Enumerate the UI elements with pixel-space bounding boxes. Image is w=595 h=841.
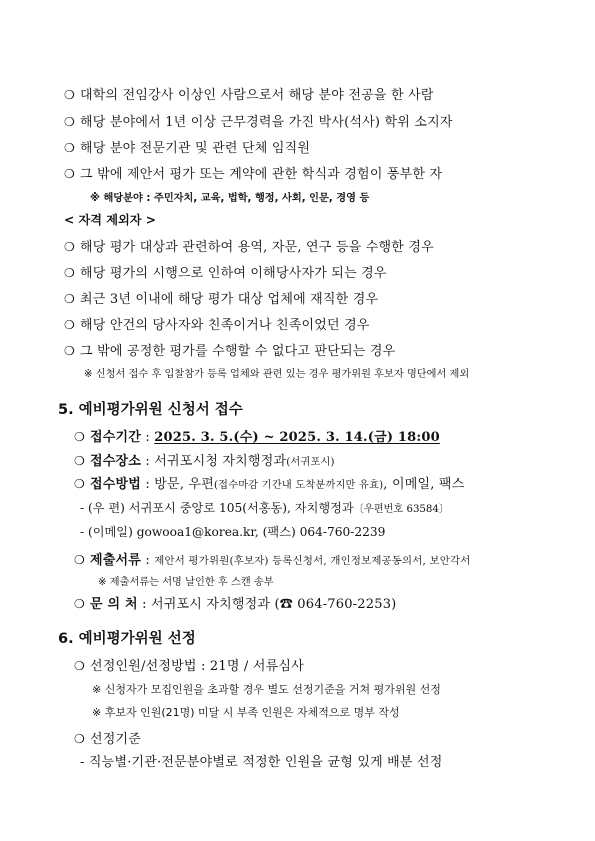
field-note: ※ 해당분야 : 주민자치, 교육, 법학, 행정, 사회, 인문, 경영 등 [90,193,370,204]
qualification-text: 대학의 전임강사 이상인 사람으로서 해당 분야 전공을 한 사람 [80,88,434,103]
period-label: 접수기간 [90,430,142,445]
exclusion-text: 해당 평가 대상과 관련하여 용역, 자문, 연구 등을 수행한 경우 [80,240,434,255]
circle-bullet-icon: ❍ [74,597,85,611]
docs-row: ❍ 제출서류 : 제안서 평가위원(후보자) 등록신청서, 개인정보제공동의서, 보안각서 [74,553,471,568]
circle-bullet-icon: ❍ [64,141,75,155]
exclusion-heading: < 자격 제외자 > [64,213,157,227]
place-value: 서귀포시청 자치행정과 [154,454,287,469]
circle-bullet-icon: ❍ [74,732,85,746]
docs-note: ※ 제출서류는 서명 날인한 후 스캔 송부 [98,577,274,588]
qualification-item [64,84,434,103]
place-note: (서귀포시) [286,457,335,468]
method-value-a: 방문, 우편 [154,477,214,492]
selection-note-2: ※ 후보자 인원(21명) 미달 시 부족 인원은 자체적으로 명부 작성 [92,706,400,719]
circle-bullet-icon: ❍ [64,292,75,306]
circle-bullet-icon: ❍ [64,167,75,181]
exclusion-text: 최근 3년 이내에 해당 평가 대상 업체에 재직한 경우 [80,292,379,307]
post-code: 〔우편번호 63584〕 [353,504,450,515]
criteria-line: - 직능별·기관·전문분야별로 적정한 인원을 균형 있게 배분 선정 [80,755,443,770]
post-address: - (우 편) 서귀포시 중앙로 105(서홍동), 자치행정과 [80,501,354,515]
exclusion-item [64,288,378,307]
circle-bullet-icon: ❍ [64,115,75,129]
qualification-item [64,137,310,156]
circle-bullet-icon: ❍ [64,344,75,358]
method-label: 접수방법 [90,477,142,492]
exclusion-item [64,314,370,333]
qualification-text: 그 밖에 제안서 평가 또는 계약에 관한 학식과 경험이 풍부한 자 [80,167,443,182]
method-value-note: (접수마감 기간내 도착분까지만 유효) [214,480,384,491]
qualification-item [64,111,453,130]
docs-label: 제출서류 [90,553,142,568]
circle-bullet-icon: ❍ [74,430,85,444]
post-line [80,499,449,516]
circle-bullet-icon: ❍ [64,318,75,332]
selection-text: 선정인원/선정방법 : 21명 / 서류심사 [90,659,304,674]
exclusion-item [64,262,387,281]
method-row: ❍ 접수방법 : 방문, 우편(접수마감 기간내 도착분까지만 유효), 이메일, 팩스 [74,477,465,492]
contact-value: 서귀포시 자치행정과 (☎ 064-760-2253) [150,597,397,612]
exclusion-text: 해당 안건의 당사자와 친족이거나 친족이었던 경우 [80,318,370,333]
method-value-b: , 이메일, 팩스 [383,477,465,492]
circle-bullet-icon: ❍ [74,553,85,567]
criteria-label: 선정기준 [90,732,142,747]
qualification-text: 해당 분야 전문기관 및 관련 단체 임직원 [80,141,311,156]
circle-bullet-icon: ❍ [64,240,75,254]
exclusion-item [64,236,434,255]
email-line: - (이메일) gowooa1@korea.kr, (팩스) 064-760-2239 [80,525,386,539]
period-row: ❍ 접수기간 : 2025. 3. 5.(수) ~ 2025. 3. 14.(금) 18:00 [74,430,440,445]
exclusion-note: ※ 신청서 접수 후 입찰참가 등록 업체와 관련 있는 경우 평가위원 후보자 명단에서 제외 [84,369,470,380]
circle-bullet-icon: ❍ [74,659,85,673]
contact-label: 문 의 처 [90,597,138,612]
section-6-title: 6. 예비평가위원 선정 [58,631,196,647]
period-value: 2025. 3. 5.(수) ~ 2025. 3. 14.(금) 18:00 [154,430,440,445]
circle-bullet-icon: ❍ [64,266,75,280]
exclusion-item [64,340,395,359]
qualification-item [64,163,442,182]
docs-value: 제안서 평가위원(후보자) 등록신청서, 개인정보제공동의서, 보안각서 [154,555,471,567]
section-5-title: 5. 예비평가위원 신청서 접수 [58,402,243,418]
selection-row [74,655,304,674]
exclusion-text: 해당 평가의 시행으로 인하여 이해당사자가 되는 경우 [80,266,387,281]
criteria-row [74,728,141,747]
contact-row: ❍ 문 의 처 : 서귀포시 자치행정과 (☎ 064-760-2253) [74,597,397,612]
selection-note-1: ※ 신청자가 모집인원을 초과할 경우 별도 선정기준을 거쳐 평가위원 선정 [92,683,441,696]
qualification-text: 해당 분야에서 1년 이상 근무경력을 가진 박사(석사) 학위 소지자 [80,115,453,130]
circle-bullet-icon: ❍ [74,477,85,491]
exclusion-text: 그 밖에 공정한 평가를 수행할 수 없다고 판단되는 경우 [80,344,396,359]
place-row: ❍ 접수장소 : 서귀포시청 자치행정과(서귀포시) [74,454,335,469]
circle-bullet-icon: ❍ [64,88,75,102]
circle-bullet-icon: ❍ [74,454,85,468]
place-label: 접수장소 [90,454,142,469]
